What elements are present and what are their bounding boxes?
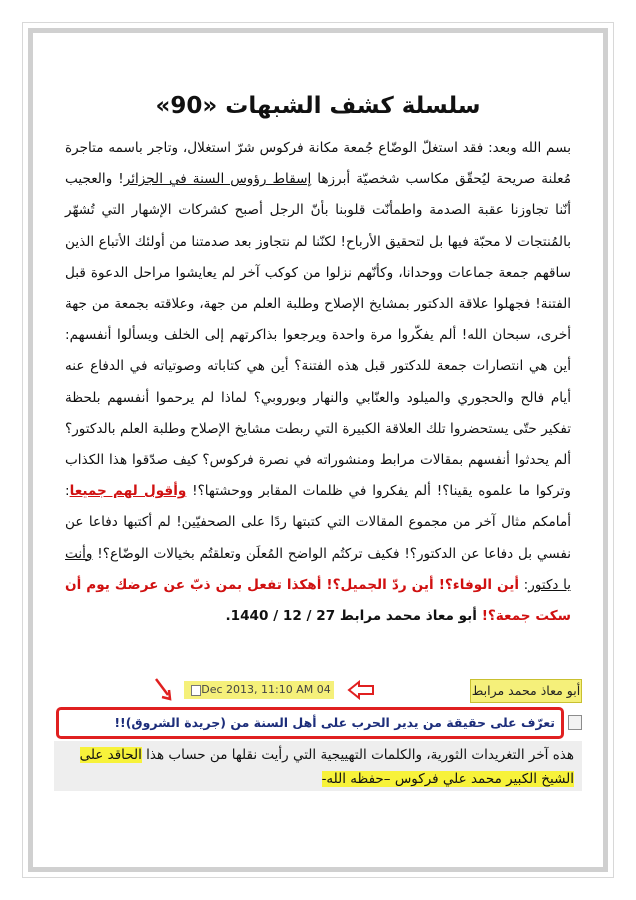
red-underlined-phrase: وأقول لهم جميعا: [69, 483, 187, 500]
body-text-a: بسم الله وبعد: فقد استغلّ الوضّاع جُمعة مكانة فركوس شرّ استغلال، وتاجر باسمه متاجرة مُعلنة صريحة ليُحقّق مكاسب شخصيّة أبرزها: [65, 140, 571, 188]
underlined-address: وأنت يا دكتور: [65, 545, 572, 593]
body-text-d: :: [519, 576, 529, 593]
red-question: أين الوفاء؟! أين ردّ الجميل؟! أهكذا تفعل بمن ذبّ عن عرضك يوم أن سكت جمعة؟!: [65, 576, 571, 625]
caption-text: هذه آخر التغريدات الثورية، والكلمات التهييجية التي رأيت نقلها من حساب هذا: [141, 747, 574, 763]
author-name-label: أبو معاذ محمد مرابط: [470, 679, 582, 703]
body-text-b: ! والعجيب أنّنا تجاوزنا عقبة الصدمة واطمأنّت قلوبنا بأنّ الرجل أصبح كشركات الإشهار التي تُشهّر بالمُنتجات لا محبّة فيها بل لتحقيق الأرباح! لكنّنا لم نتجاوز بعد صدمتنا من أولئك الأتباع الذين ساقهم جمعة جماعات ووحدانا، وكأنّهم نزلوا من كوكب آخر لم يعايشوا مراحل الدعوة قبل الفتنة! فجهلوا علاقة الدكتور بمشايخ الإصلاح وطلبة العلم من جهة، وعلاقته بجمعة من جهة أخرى، سبحان الله! ألم يفكّروا مرة واحدة ويرجعوا بذاكرتهم إلى الخلف ويسألوا أنفسهم: أين هي انتصارات جمعة للدكتور قبل هذه الفتنة؟ أين هي كتاباته وصوتياته في الدفاع عنه أيام فالح والحجوري والميلود والعنّابي والنهار وبوروبي؟ لماذا لم يرحموا أنفسهم بلحظة تفكير حتّى يستحضروا تلك العلاقة الكبيرة التي ربطت مشايخ الإصلاح وطلبة العلم بالدكتور؟ ألم يحدثوا أنفسهم بمقالات مرابط ومنشوراته في نصرة فركوس؟ كيف صدّقوا هذا الكذاب وتركوا ما علموه يقينا؟! ألم يفكروا في ظلمات المقابر ووحشتها؟!: [65, 171, 571, 500]
highlighted-caption: الحاقد على الشيخ الكبير محمد علي فركوس –حفظه الله-: [79, 747, 574, 787]
body-text-c: : أمامكم مثال آخر من مجموع المقالات التي كتبتها ردًا على الصحفيّين! لم أكتبها دفاعا عن نفسي بل دفاعا عن الدكتور؟! فكيف تركتُم الواضح المُعلَن وتعلقتُم بخيالات الوضّاع؟!: [65, 483, 571, 562]
signature: أبو معاذ محمد مرابط 27 / 12 / 1440.: [225, 608, 482, 625]
arrow-down-icon: [152, 677, 174, 703]
tweet-date-text: Dec 2013, 11:10 AM 04: [201, 683, 331, 696]
tweet-screenshot: [54, 677, 582, 812]
underlined-phrase: إسقاط رؤوس السنة في الجزائر: [123, 171, 312, 188]
article-paragraph: [65, 133, 571, 632]
attachment-icon: [568, 715, 582, 730]
tweet-date: [184, 681, 334, 699]
tweet-headline: تعرّف على حقيقة من يدير الحرب على أهل السنة من (جريدة الشروق)!!: [56, 707, 564, 739]
article-body: [65, 133, 571, 632]
arrow-left-icon: [347, 680, 375, 700]
article-title: سلسلة كشف الشبهات «90»: [155, 93, 481, 119]
caption-note: [54, 741, 582, 791]
document-icon: [191, 685, 201, 696]
